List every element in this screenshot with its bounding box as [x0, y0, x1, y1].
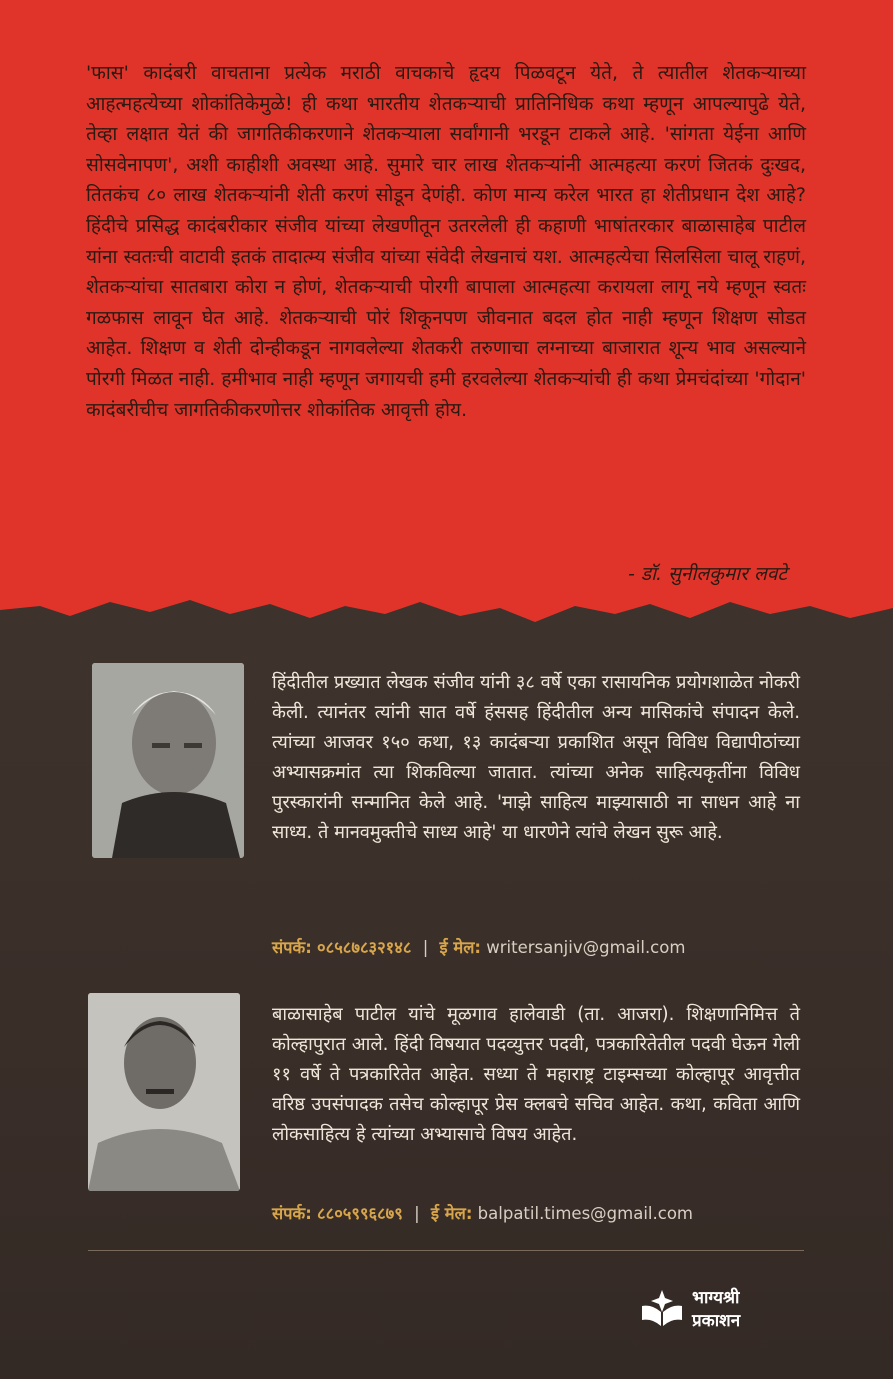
open-book-star-icon: [640, 1288, 684, 1328]
author-contact-label: संपर्क:: [272, 938, 312, 957]
author-photo: [92, 663, 244, 858]
translator-photo: [88, 993, 240, 1191]
translator-separator: |: [414, 1204, 420, 1223]
blurb-text: 'फास' कादंबरी वाचताना प्रत्येक मराठी वाचकाचे हृदय पिळवटून येते, ते त्यातील शेतकऱ्याच्या आहत्महत्येच्या शोकांतिकेमुळे! ही कथा भारतीय शेतकऱ्याची प्रातिनिधिक कथा म्हणून आपल्यापुढे येते, तेव्हा लक्षात येतं की जागतिकीकरणाने शेतकऱ्याला सर्वांगानी भरडून टाकले आहे. 'सांगता येईना आणि सोसवेनापण', अशी काहीशी अवस्था आहे. सुमारे चार लाख शेतकऱ्यांनी आत्महत्या करणं जितकं दुःखद, तितकंच ८० लाख शेतकऱ्यांनी शेती करणं सोडून देणंही. कोण मान्य करेल भारत हा शेतीप्रधान देश आहे? हिंदीचे प्रसिद्ध कादंबरीकार संजीव यांच्या लेखणीतून उतरलेली ही कहाणी भाषांतरकार बाळासाहेब पाटील यांना स्वतःची वाटावी इतकं तादात्म्य संजीव यांच्या संवेदी लेखनाचं यश. आत्महत्येचा सिलसिला चालू राहणं, शेतकऱ्यांचा सातबारा कोरा न होणं, शेतकऱ्याची पोरगी बापाला आत्महत्या करायला लागू नये म्हणून स्वतः गळफास लावून घेत आहे. शेतकऱ्याची पोरं शिकूनपण जीवनात बदल होत नाही म्हणून शिक्षण सोडत आहेत. शिक्षण व शेती दोन्हीकडून नागवलेल्या शेतकरी तरुणाचा लग्नाच्या बाजारात शून्य भाव असल्याने पोरगी मिळत नाही. हमीभाव नाही म्हणून जगायची हमी हरवलेल्या शेतकऱ्यांची ही कथा प्रेमचंदांच्या 'गोदान' कादंबरीचीच जागतिकीकरणोत्तर शोकांतिक आवृत्ती होय.: [86, 62, 806, 421]
translator-email[interactable]: balpatil.times@gmail.com: [477, 1204, 693, 1223]
blurb-signature: - डॉ. सुनीलकुमार लवटे: [628, 563, 787, 585]
author-contact: [272, 935, 685, 958]
translator-phone: ८८०५९९६८७९: [317, 1204, 403, 1223]
publisher-name: [692, 1287, 740, 1333]
translator-bio: बाळासाहेब पाटील यांचे मूळगाव हालेवाडी (ता. आजरा). शिक्षणानिमित्त ते कोल्हापुरात आले. हिंदी विषयात पदव्युत्तर पदवी, पत्रकारितेतील पदवी घेऊन गेली ११ वर्षे ते पत्रकारितेत आहेत. सध्या ते महाराष्ट्र टाइम्सच्या कोल्हापूर आवृत्तीत वरिष्ठ उपसंपादक तसेच कोल्हापूर प्रेस क्लबचे सचिव आहेत. कथा, कविता आणि लोकसाहित्य हे त्यांच्या अभ्यासाचे विषय आहेत.: [272, 1004, 800, 1145]
author-bio: हिंदीतील प्रख्यात लेखक संजीव यांनी ३८ वर्षे एका रासायनिक प्रयोगशाळेत नोकरी केली. त्यानंतर त्यांनी सात वर्षे हंससह हिंदीतील अन्य मासिकांचे संपादन केले. त्यांच्या आजवर १५० कथा, १३ कादंबऱ्या प्रकाशित असून विविध विद्यापीठांच्या अभ्यासक्रमांत त्या शिकविल्या जातात. त्यांच्या अनेक साहित्यकृतींना विविध पुरस्कारांनी सन्मानित केले आहे. 'माझे साहित्य माझ्यासाठी ना साधन आहे ना साध्य. ते मानवमुक्तीचे साध्य आहे' या धारणेने त्यांचे लेखन सुरू आहे.: [272, 672, 800, 843]
author-separator: |: [422, 938, 429, 957]
author-email[interactable]: writersanjiv@gmail.com: [486, 938, 686, 957]
divider: [88, 1250, 804, 1251]
author-email-label: ई मेल:: [439, 938, 481, 957]
translator-contact: [272, 1201, 693, 1224]
publisher-line1: भाग्यश्री: [692, 1288, 740, 1308]
translator-contact-label: संपर्क:: [272, 1204, 312, 1223]
publisher-line2: प्रकाशन: [692, 1311, 741, 1331]
torn-paper-edge: [0, 588, 893, 658]
author-phone: ०८५८७८३२१४८: [317, 938, 412, 957]
blurb: [86, 58, 806, 425]
translator-email-label: ई मेल:: [430, 1204, 473, 1223]
